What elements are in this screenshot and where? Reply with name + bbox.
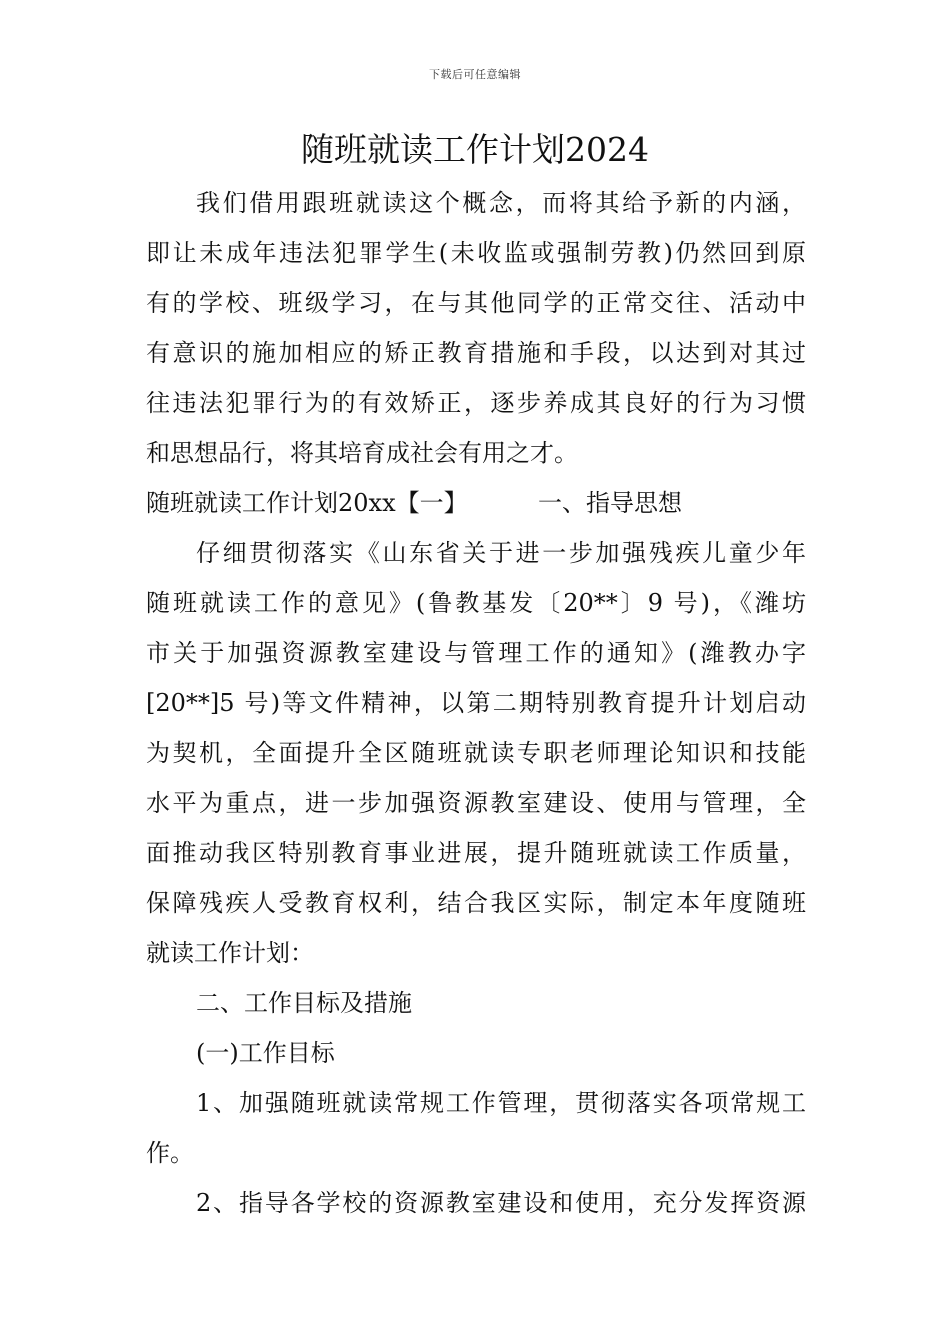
guide-line: 就读工作计划： [146, 939, 314, 967]
goals-heading: 二、工作目标及措施 [196, 989, 412, 1017]
guide-line: 保障残疾人受教育权利，结合我区实际，制定本年度随班 [146, 889, 806, 917]
section-label: 随班就读工作计划20xx【一】 [146, 489, 468, 517]
guide-line: [20**]5 号)等文件精神，以第二期特别教育提升计划启动 [146, 689, 806, 717]
intro-line: 有意识的施加相应的矫正教育措施和手段，以达到对其过 [146, 339, 806, 367]
intro-line: 我们借用跟班就读这个概念，而将其给予新的内涵， [196, 189, 806, 217]
goal-line: 2、指导各学校的资源教室建设和使用，充分发挥资源 [196, 1189, 806, 1217]
goal-line: 1、加强随班就读常规工作管理，贯彻落实各项常规工 [196, 1089, 806, 1117]
section-heading: 一、指导思想 [538, 489, 682, 517]
guide-line: 水平为重点，进一步加强资源教室建设、使用与管理，全 [146, 789, 806, 817]
intro-line: 有的学校、班级学习，在与其他同学的正常交往、活动中 [146, 289, 806, 317]
guide-line: 随班就读工作的意见》(鲁教基发〔20**〕9 号)，《潍坊 [146, 589, 806, 617]
intro-line: 往违法犯罪行为的有效矫正，逐步养成其良好的行为习惯 [146, 389, 806, 417]
guide-line: 面推动我区特别教育事业进展，提升随班就读工作质量， [146, 839, 806, 867]
intro-line: 即让未成年违法犯罪学生(未收监或强制劳教)仍然回到原 [146, 239, 806, 267]
intro-line: 和思想品行，将其培育成社会有用之才。 [146, 439, 578, 467]
goals-subheading: (一)工作目标 [196, 1039, 335, 1067]
guide-line: 仔细贯彻落实《山东省关于进一步加强残疾儿童少年 [196, 539, 806, 567]
goal-line: 作。 [146, 1139, 194, 1167]
document-title: 随班就读工作计划2024 [301, 130, 649, 169]
header-note: 下载后可任意编辑 [429, 68, 521, 81]
guide-line: 为契机，全面提升全区随班就读专职老师理论知识和技能 [146, 739, 806, 767]
section-heading-row [146, 478, 806, 528]
guide-line: 市关于加强资源教室建设与管理工作的通知》(潍教办字 [146, 639, 806, 667]
document-body [146, 178, 806, 1228]
